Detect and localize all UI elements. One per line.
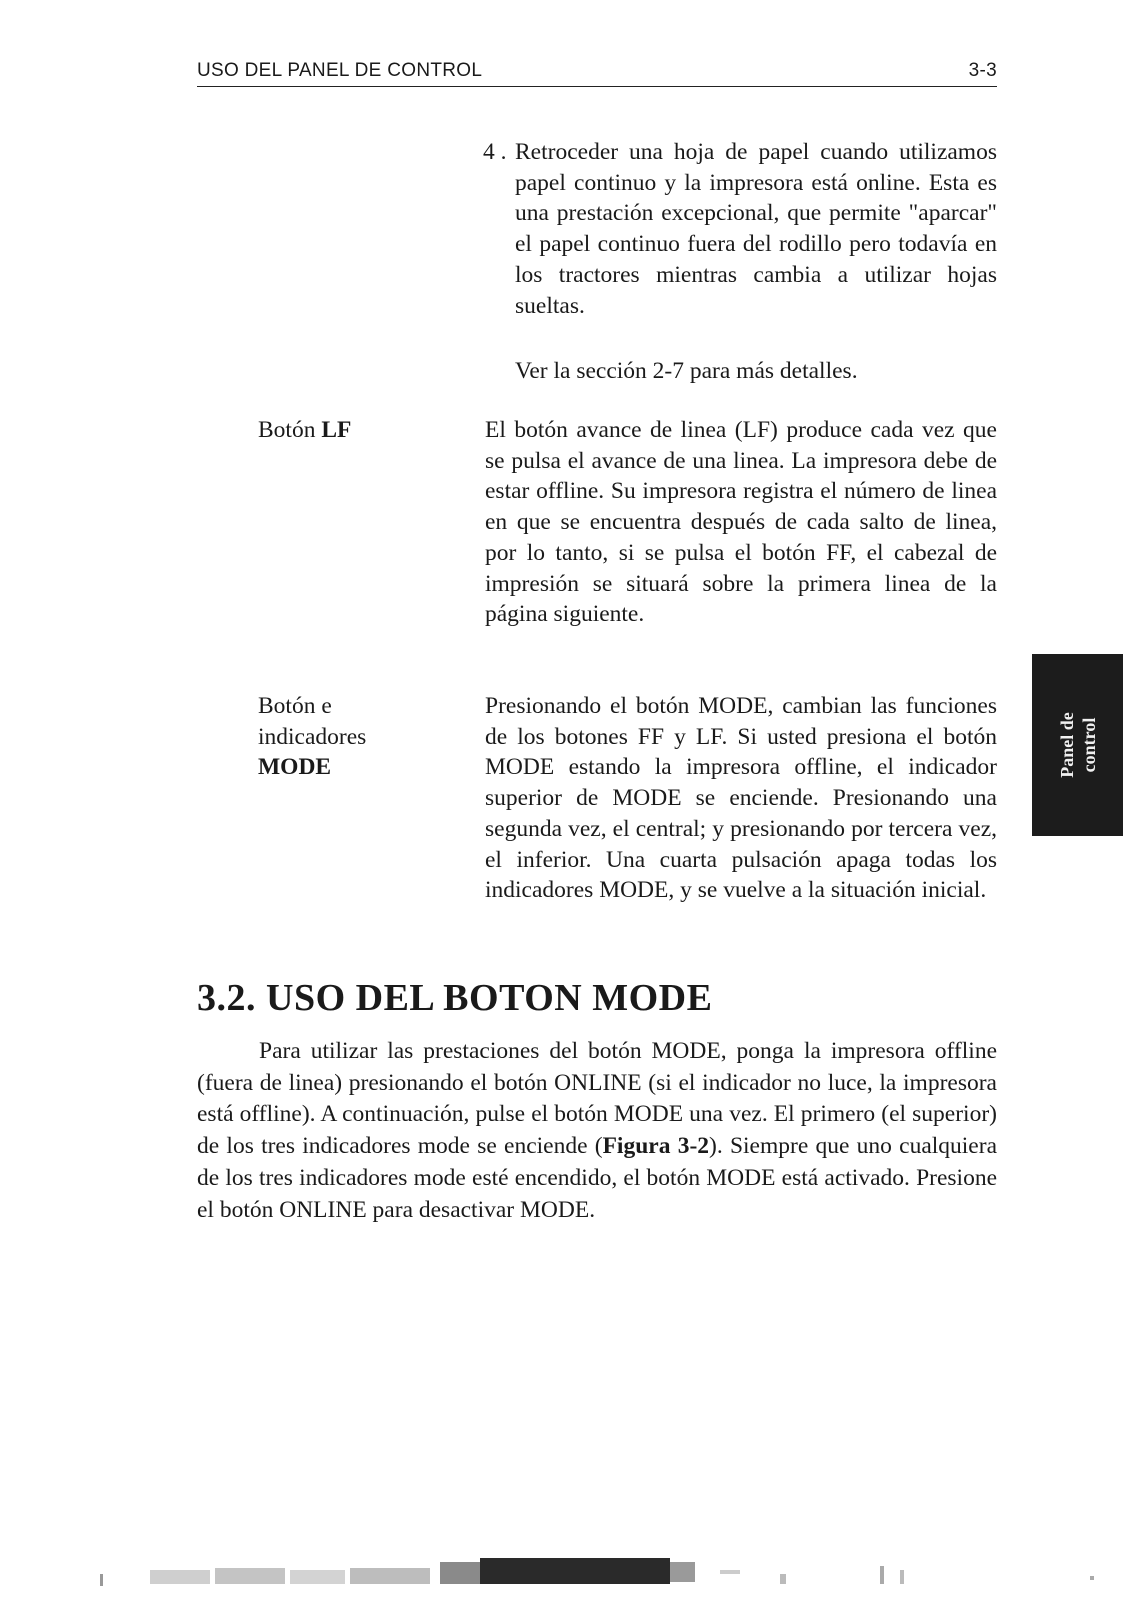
term-lf-prefix: Botón (258, 417, 322, 443)
term-lf-bold: LF (321, 417, 352, 443)
para-after: ). Siempre que uno cualquiera de los tres indicadores mode esté encendido, el botón MODE está activado. Presione el botón ONLINE para desactivar MODE. (197, 1133, 997, 1223)
term-mode-line1: Botón e (258, 693, 332, 719)
page-number: 3-3 (968, 60, 997, 81)
figure-reference: Figura 3-2 (602, 1133, 710, 1160)
term-mode-bold: MODE (258, 754, 332, 781)
list-item-4 (483, 137, 997, 321)
list-item-text: Retroceder una hoja de papel cuando utilizamos papel continuo y la impresora está online. Esta es una prestación excepcional, que permite "aparcar" el papel continuo fuera del rodillo pero todavía en los tractores mientras cambia a utilizar hojas sueltas. (515, 139, 997, 319)
side-tab-line1: Panel de (1056, 712, 1077, 778)
running-header (197, 58, 997, 87)
side-tab-label (1056, 712, 1100, 778)
scan-noise-strip (0, 1540, 1123, 1600)
side-tab-line2: control (1078, 717, 1099, 773)
section-heading: 3.2. USO DEL BOTON MODE (197, 977, 713, 1019)
term-lf-button (258, 415, 351, 446)
term-mode-button (258, 691, 366, 783)
desc-lf-button: El botón avance de linea (LF) produce cada vez que se pulsa el avance de una linea. La impresora debe de estar offline. Su impresora registra el número de linea en que se encuentra después de cada salto de linea, por lo tanto, si se pulsa el botón FF, el cabezal de impresión se situará sobre la primera linea de la página siguiente. (485, 417, 997, 628)
desc-mode-button: Presionando el botón MODE, cambian las funciones de los botones FF y LF. Si usted presiona el botón MODE estando la impresora offline, el indicador superior de MODE se enciende. Presionando una segunda vez, el central; y presionando por tercera vez, el inferior. Una cuarta pulsación apaga todas los indicadores MODE, y se vuelve a la situación inicial. (485, 693, 997, 904)
side-thumb-tab (1032, 654, 1123, 836)
list-item-number: 4 . (483, 139, 507, 165)
para-before: Para utilizar las prestaciones del botón MODE, ponga la impresora offline (fuera de linea) presionando el botón ONLINE (si el indicador no luce, la impresora está offline). A continuación, pulse el botón MODE una vez. El primero (el superior) de los tres indicadores mode se enciende ( (197, 1038, 997, 1160)
see-section-note: Ver la sección 2-7 para más detalles. (515, 358, 858, 384)
section-paragraph (197, 1036, 997, 1226)
term-mode-line2: indicadores (258, 723, 367, 750)
header-title: USO DEL PANEL DE CONTROL (197, 60, 483, 81)
